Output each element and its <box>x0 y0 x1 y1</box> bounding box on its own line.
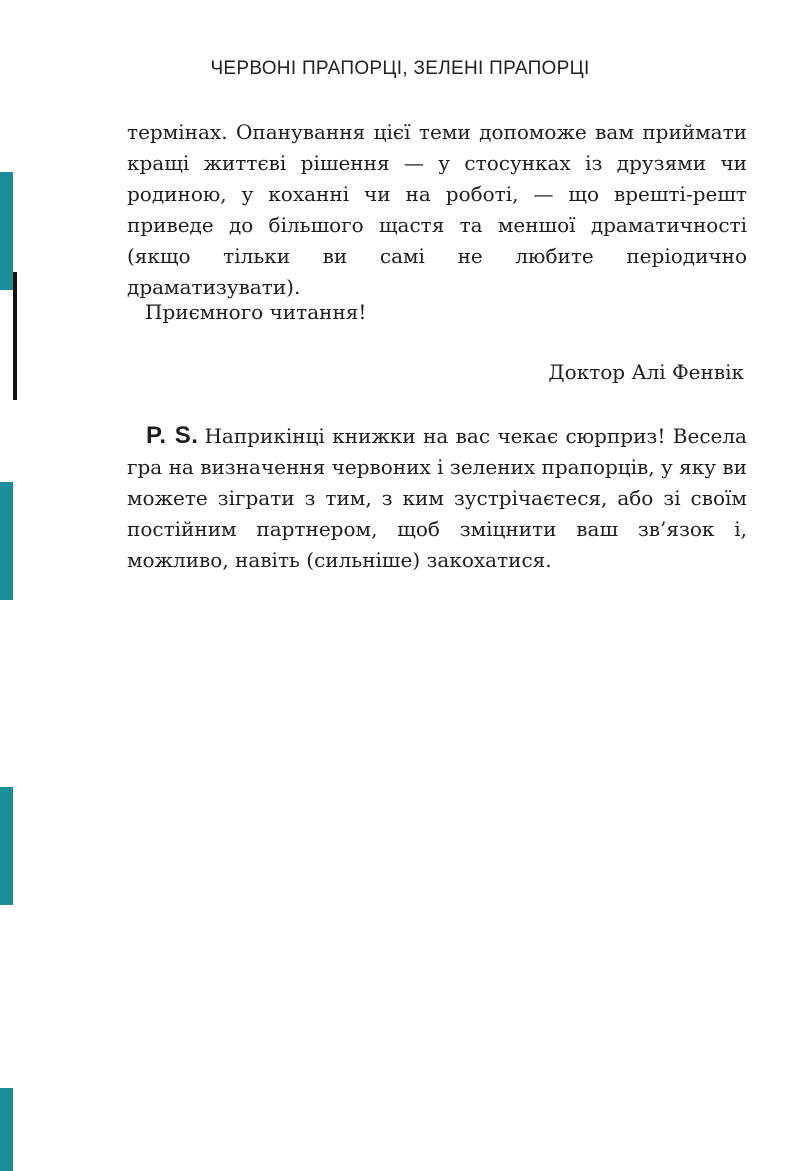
paragraph-main: термінах. Опанування цієї теми допоможе вам приймати кращі життєві рішення — у стосунках із друзями чи родиною, у коханні чи на роботі, — що врешті-решт приведе до більшого щастя та меншої драматичності (якщо тільки ви самі не любите періодично драматизувати). <box>127 120 747 299</box>
greeting: Приємного читання! <box>145 300 367 324</box>
ps-text: Наприкінці книжки на вас чекає сюрприз! Весела гра на визначення червоних і зелених прапорців, у яку ви можете зіграти з тим, з ким зустрічаєтеся, або зі своїм постійним партнером, щоб зміцнити ваш зв’язок і, можливо, навіть (сильніше) закохатися. <box>127 424 747 572</box>
ps-label: P. S. <box>146 422 199 449</box>
running-title: ЧЕРВОНІ ПРАПОРЦІ, ЗЕЛЕНІ ПРАПОРЦІ <box>210 58 590 79</box>
signature: Доктор Алі Фенвік <box>548 360 744 384</box>
edge-tab-4 <box>0 1088 13 1171</box>
edge-line <box>13 272 17 400</box>
edge-tab-3 <box>0 787 13 905</box>
edge-tab-1 <box>0 172 13 290</box>
edge-tab-2 <box>0 482 13 600</box>
paragraph-ps <box>127 420 747 576</box>
